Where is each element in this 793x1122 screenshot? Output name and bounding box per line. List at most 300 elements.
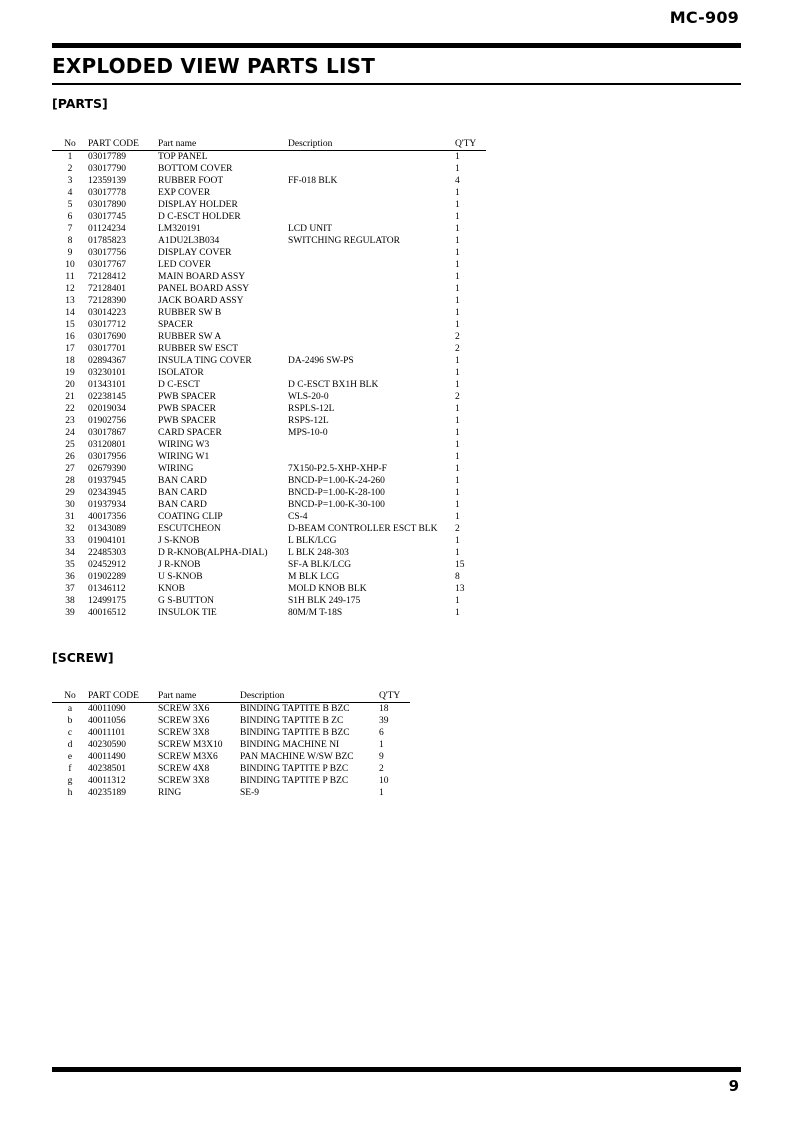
table-row bbox=[52, 343, 486, 355]
table-row bbox=[52, 595, 486, 607]
table-row bbox=[52, 451, 486, 463]
table-row bbox=[52, 391, 486, 403]
cell-part-code: 40238501 bbox=[88, 764, 126, 774]
cell-part-name: SCREW M3X6 bbox=[158, 752, 218, 762]
model-number: MC-909 bbox=[669, 8, 739, 27]
table-row bbox=[52, 763, 410, 775]
cell-no: 34 bbox=[65, 548, 75, 558]
cell-qty: 1 bbox=[455, 596, 460, 606]
cell-part-name: RUBBER SW A bbox=[158, 332, 222, 342]
cell-part-code: 40011101 bbox=[88, 728, 126, 738]
cell-no: f bbox=[68, 764, 72, 774]
cell-qty: 1 bbox=[379, 788, 384, 798]
cell-qty: 1 bbox=[455, 356, 460, 366]
cell-part-name: ISOLATOR bbox=[158, 368, 204, 378]
cell-no: e bbox=[67, 752, 73, 762]
cell-qty: 1 bbox=[455, 464, 460, 474]
cell-description bbox=[288, 283, 455, 295]
cell-qty: 1 bbox=[455, 200, 460, 210]
cell-part-code: 40011090 bbox=[88, 704, 126, 714]
cell-description bbox=[288, 199, 455, 211]
table-row bbox=[52, 511, 486, 523]
cell-part-name: SCREW 3X8 bbox=[158, 776, 210, 786]
cell-no: 39 bbox=[65, 608, 75, 618]
cell-part-code: 40016512 bbox=[88, 608, 126, 618]
table-row bbox=[52, 523, 486, 535]
cell-part-name: D R-KNOB(ALPHA-DIAL) bbox=[158, 548, 268, 558]
cell-description: LCD UNIT bbox=[288, 224, 333, 234]
cell-no: 9 bbox=[67, 248, 73, 258]
cell-no: 37 bbox=[65, 584, 75, 594]
cell-part-code: 40011312 bbox=[88, 776, 126, 786]
cell-qty: 13 bbox=[455, 584, 465, 594]
cell-part-code: 03014223 bbox=[88, 308, 126, 318]
column-header-part-name: Part name bbox=[158, 690, 240, 703]
cell-description: CS-4 bbox=[288, 512, 308, 522]
cell-part-code: 03017778 bbox=[88, 188, 126, 198]
cell-qty: 1 bbox=[455, 548, 460, 558]
cell-part-name: CARD SPACER bbox=[158, 428, 222, 438]
cell-part-name: WIRING bbox=[158, 464, 194, 474]
cell-part-name: PANEL BOARD ASSY bbox=[158, 284, 250, 294]
cell-description: SF-A BLK/LCG bbox=[288, 560, 352, 570]
table-row bbox=[52, 787, 410, 799]
cell-part-name: PWB SPACER bbox=[158, 404, 216, 414]
table-row bbox=[52, 223, 486, 235]
table-row bbox=[52, 715, 410, 727]
cell-no: 30 bbox=[65, 500, 75, 510]
cell-part-code: 03017867 bbox=[88, 428, 126, 438]
table-row bbox=[52, 703, 410, 716]
cell-no: 26 bbox=[65, 452, 75, 462]
cell-description bbox=[288, 319, 455, 331]
cell-qty: 2 bbox=[455, 392, 460, 402]
cell-qty: 9 bbox=[379, 752, 384, 762]
cell-no: 20 bbox=[65, 380, 75, 390]
cell-qty: 1 bbox=[455, 248, 460, 258]
cell-description bbox=[288, 211, 455, 223]
cell-qty: 1 bbox=[455, 164, 460, 174]
table-row bbox=[52, 463, 486, 475]
cell-qty: 1 bbox=[455, 512, 460, 522]
cell-part-name: DISPLAY COVER bbox=[158, 248, 232, 258]
column-header-qty: Q'TY bbox=[455, 138, 486, 151]
cell-part-name: G S-BUTTON bbox=[158, 596, 215, 606]
cell-part-name: DISPLAY HOLDER bbox=[158, 200, 238, 210]
column-header-description: Description bbox=[288, 138, 455, 151]
table-row bbox=[52, 175, 486, 187]
cell-qty: 1 bbox=[455, 488, 460, 498]
cell-part-name: BOTTOM COVER bbox=[158, 164, 233, 174]
cell-part-name: SCREW 4X8 bbox=[158, 764, 210, 774]
cell-no: 3 bbox=[67, 176, 73, 186]
table-row bbox=[52, 271, 486, 283]
cell-description: L BLK/LCG bbox=[288, 536, 337, 546]
cell-part-code: 01785823 bbox=[88, 236, 126, 246]
cell-part-name: JACK BOARD ASSY bbox=[158, 296, 244, 306]
cell-description: MOLD KNOB BLK bbox=[288, 584, 367, 594]
cell-part-name: RUBBER SW B bbox=[158, 308, 222, 318]
cell-qty: 2 bbox=[455, 524, 460, 534]
cell-description: 7X150-P2.5-XHP-XHP-F bbox=[288, 464, 387, 474]
cell-qty: 1 bbox=[455, 536, 460, 546]
cell-qty: 1 bbox=[455, 440, 460, 450]
table-row bbox=[52, 547, 486, 559]
cell-part-name: MAIN BOARD ASSY bbox=[158, 272, 246, 282]
column-header-part-code: PART CODE bbox=[88, 690, 158, 703]
cell-part-name: D C-ESCT HOLDER bbox=[158, 212, 241, 222]
cell-part-code: 40011490 bbox=[88, 752, 126, 762]
cell-qty: 1 bbox=[455, 152, 460, 162]
table-row bbox=[52, 247, 486, 259]
cell-no: 21 bbox=[65, 392, 75, 402]
cell-part-code: 40230590 bbox=[88, 740, 126, 750]
cell-part-name: SCREW M3X10 bbox=[158, 740, 223, 750]
cell-qty: 1 bbox=[455, 500, 460, 510]
cell-no: 19 bbox=[65, 368, 75, 378]
table-row bbox=[52, 199, 486, 211]
cell-description: RSPLS-12L bbox=[288, 404, 335, 414]
screw-heading: [SCREW] bbox=[52, 650, 114, 665]
cell-part-name: COATING CLIP bbox=[158, 512, 223, 522]
parts-heading: [PARTS] bbox=[52, 96, 108, 111]
cell-no: h bbox=[67, 788, 73, 798]
cell-description bbox=[288, 367, 455, 379]
cell-qty: 1 bbox=[455, 404, 460, 414]
cell-part-name: BAN CARD bbox=[158, 500, 207, 510]
cell-description: SWITCHING REGULATOR bbox=[288, 236, 400, 246]
cell-no: 23 bbox=[65, 416, 75, 426]
cell-part-name: BAN CARD bbox=[158, 488, 207, 498]
cell-qty: 2 bbox=[379, 764, 384, 774]
table-row bbox=[52, 427, 486, 439]
cell-part-code: 02238145 bbox=[88, 392, 126, 402]
cell-description: BNCD-P=1.00-K-24-260 bbox=[288, 476, 385, 486]
cell-no: 36 bbox=[65, 572, 75, 582]
cell-part-name: WIRING W1 bbox=[158, 452, 210, 462]
cell-no: 35 bbox=[65, 560, 75, 570]
column-header-qty: Q'TY bbox=[379, 690, 410, 703]
cell-part-code: 02452912 bbox=[88, 560, 126, 570]
cell-part-code: 02679390 bbox=[88, 464, 126, 474]
cell-description bbox=[288, 187, 455, 199]
table-row bbox=[52, 295, 486, 307]
cell-description bbox=[288, 439, 455, 451]
cell-qty: 6 bbox=[379, 728, 384, 738]
cell-qty: 1 bbox=[379, 740, 384, 750]
cell-part-code: 72128401 bbox=[88, 284, 126, 294]
table-header-row bbox=[52, 690, 410, 703]
table-row bbox=[52, 499, 486, 511]
title-rule bbox=[52, 83, 741, 85]
cell-description bbox=[288, 163, 455, 175]
cell-part-name: PWB SPACER bbox=[158, 392, 216, 402]
cell-qty: 1 bbox=[455, 428, 460, 438]
table-row bbox=[52, 187, 486, 199]
cell-part-name: EXP COVER bbox=[158, 188, 211, 198]
screw-table bbox=[52, 690, 410, 799]
table-row bbox=[52, 283, 486, 295]
table-row bbox=[52, 355, 486, 367]
table-row bbox=[52, 319, 486, 331]
cell-part-code: 03017690 bbox=[88, 332, 126, 342]
cell-qty: 1 bbox=[455, 380, 460, 390]
cell-part-name: RUBBER SW ESCT bbox=[158, 344, 239, 354]
cell-part-code: 12499175 bbox=[88, 596, 126, 606]
cell-part-code: 01346112 bbox=[88, 584, 126, 594]
cell-part-name: SCREW 3X6 bbox=[158, 716, 210, 726]
cell-description: FF-018 BLK bbox=[288, 176, 338, 186]
cell-part-code: 03120801 bbox=[88, 440, 126, 450]
cell-no: 5 bbox=[67, 200, 73, 210]
cell-qty: 15 bbox=[455, 560, 465, 570]
cell-part-name: SPACER bbox=[158, 320, 194, 330]
cell-qty: 1 bbox=[455, 284, 460, 294]
cell-part-code: 02894367 bbox=[88, 356, 126, 366]
cell-no: 22 bbox=[65, 404, 75, 414]
cell-qty: 2 bbox=[455, 332, 460, 342]
cell-description: RSPS-12L bbox=[288, 416, 329, 426]
cell-part-code: 02343945 bbox=[88, 488, 126, 498]
cell-qty: 1 bbox=[455, 188, 460, 198]
bottom-rule bbox=[52, 1067, 741, 1072]
table-row bbox=[52, 259, 486, 271]
table-row bbox=[52, 727, 410, 739]
table-row bbox=[52, 751, 410, 763]
table-row bbox=[52, 487, 486, 499]
parts-table bbox=[52, 138, 486, 619]
cell-no: 28 bbox=[65, 476, 75, 486]
cell-no: c bbox=[67, 728, 73, 738]
table-row bbox=[52, 739, 410, 751]
cell-part-code: 01124234 bbox=[88, 224, 126, 234]
cell-part-name: A1DU2L3B034 bbox=[158, 236, 220, 246]
cell-part-name: ESCUTCHEON bbox=[158, 524, 221, 534]
cell-part-name: J S-KNOB bbox=[158, 536, 200, 546]
table-row bbox=[52, 439, 486, 451]
cell-no: 4 bbox=[67, 188, 73, 198]
cell-description: BINDING TAPTITE P BZC bbox=[240, 776, 349, 786]
cell-part-name: SCREW 3X6 bbox=[158, 704, 210, 714]
cell-qty: 1 bbox=[455, 368, 460, 378]
cell-no: 33 bbox=[65, 536, 75, 546]
cell-no: 1 bbox=[67, 152, 73, 162]
cell-part-code: 40011056 bbox=[88, 716, 126, 726]
cell-no: 12 bbox=[65, 284, 75, 294]
cell-qty: 1 bbox=[455, 236, 460, 246]
table-row bbox=[52, 379, 486, 391]
top-rule bbox=[52, 43, 741, 48]
cell-no: 16 bbox=[65, 332, 75, 342]
cell-no: 25 bbox=[65, 440, 75, 450]
cell-description bbox=[288, 451, 455, 463]
page-title: EXPLODED VIEW PARTS LIST bbox=[52, 54, 376, 78]
cell-part-code: 12359139 bbox=[88, 176, 126, 186]
cell-description: MPS-10-0 bbox=[288, 428, 328, 438]
table-row bbox=[52, 211, 486, 223]
cell-no: 38 bbox=[65, 596, 75, 606]
cell-no: 18 bbox=[65, 356, 75, 366]
cell-no: 11 bbox=[65, 272, 75, 282]
cell-part-name: INSULOK TIE bbox=[158, 608, 217, 618]
cell-no: 24 bbox=[65, 428, 75, 438]
table-row bbox=[52, 583, 486, 595]
cell-description bbox=[288, 307, 455, 319]
cell-description: BINDING TAPTITE B ZC bbox=[240, 716, 344, 726]
cell-qty: 8 bbox=[455, 572, 460, 582]
cell-qty: 1 bbox=[455, 608, 460, 618]
cell-no: 2 bbox=[67, 164, 73, 174]
cell-part-name: LM320191 bbox=[158, 224, 201, 234]
cell-part-code: 03017756 bbox=[88, 248, 126, 258]
cell-no: b bbox=[67, 716, 73, 726]
cell-part-code: 03230101 bbox=[88, 368, 126, 378]
cell-qty: 39 bbox=[379, 716, 389, 726]
cell-no: 29 bbox=[65, 488, 75, 498]
cell-part-code: 01937934 bbox=[88, 500, 126, 510]
cell-part-name: LED COVER bbox=[158, 260, 212, 270]
cell-part-code: 03017890 bbox=[88, 200, 126, 210]
cell-description: DA-2496 SW-PS bbox=[288, 356, 354, 366]
cell-qty: 10 bbox=[379, 776, 389, 786]
cell-part-code: 01343089 bbox=[88, 524, 126, 534]
cell-description bbox=[288, 151, 455, 164]
table-row bbox=[52, 559, 486, 571]
cell-description: M BLK LCG bbox=[288, 572, 340, 582]
cell-description: WLS-20-0 bbox=[288, 392, 329, 402]
column-header-no: No bbox=[52, 690, 88, 703]
cell-qty: 1 bbox=[455, 212, 460, 222]
cell-part-code: 03017745 bbox=[88, 212, 126, 222]
cell-part-name: INSULA TING COVER bbox=[158, 356, 252, 366]
cell-description: BNCD-P=1.00-K-30-100 bbox=[288, 500, 385, 510]
cell-description: BINDING TAPTITE B BZC bbox=[240, 728, 350, 738]
cell-no: d bbox=[67, 740, 73, 750]
column-header-description: Description bbox=[240, 690, 379, 703]
cell-part-code: 01343101 bbox=[88, 380, 126, 390]
cell-part-name: KNOB bbox=[158, 584, 185, 594]
cell-qty: 4 bbox=[455, 176, 460, 186]
column-header-part-code: PART CODE bbox=[88, 138, 158, 151]
cell-qty: 2 bbox=[455, 344, 460, 354]
table-row bbox=[52, 607, 486, 619]
cell-description bbox=[288, 259, 455, 271]
cell-qty: 1 bbox=[455, 416, 460, 426]
column-header-no: No bbox=[52, 138, 88, 151]
cell-no: 8 bbox=[67, 236, 73, 246]
cell-description: BINDING TAPTITE B BZC bbox=[240, 704, 350, 714]
cell-description: D-BEAM CONTROLLER ESCT BLK bbox=[288, 524, 438, 534]
cell-part-code: 40017356 bbox=[88, 512, 126, 522]
table-row bbox=[52, 571, 486, 583]
cell-part-code: 01902289 bbox=[88, 572, 126, 582]
cell-no: 17 bbox=[65, 344, 75, 354]
cell-description: BINDING TAPTITE P BZC bbox=[240, 764, 349, 774]
cell-part-name: WIRING W3 bbox=[158, 440, 210, 450]
cell-part-code: 01937945 bbox=[88, 476, 126, 486]
table-row bbox=[52, 415, 486, 427]
cell-no: 10 bbox=[65, 260, 75, 270]
table-row bbox=[52, 367, 486, 379]
cell-no: 14 bbox=[65, 308, 75, 318]
cell-part-code: 03017701 bbox=[88, 344, 126, 354]
cell-part-name: RING bbox=[158, 788, 182, 798]
cell-part-name: PWB SPACER bbox=[158, 416, 216, 426]
cell-part-name: BAN CARD bbox=[158, 476, 207, 486]
table-row bbox=[52, 151, 486, 164]
cell-description bbox=[288, 271, 455, 283]
cell-part-code: 72128412 bbox=[88, 272, 126, 282]
cell-no: 15 bbox=[65, 320, 75, 330]
cell-part-code: 03017712 bbox=[88, 320, 126, 330]
table-row bbox=[52, 535, 486, 547]
cell-no: a bbox=[67, 704, 73, 714]
cell-part-code: 03017790 bbox=[88, 164, 126, 174]
cell-no: g bbox=[67, 776, 73, 786]
cell-no: 6 bbox=[67, 212, 73, 222]
cell-part-name: D C-ESCT bbox=[158, 380, 200, 390]
table-row bbox=[52, 331, 486, 343]
table-row bbox=[52, 475, 486, 487]
cell-no: 13 bbox=[65, 296, 75, 306]
cell-description: BNCD-P=1.00-K-28-100 bbox=[288, 488, 385, 498]
table-row bbox=[52, 163, 486, 175]
column-header-part-name: Part name bbox=[158, 138, 288, 151]
cell-no: 32 bbox=[65, 524, 75, 534]
cell-description bbox=[288, 295, 455, 307]
cell-qty: 1 bbox=[455, 452, 460, 462]
cell-part-name: SCREW 3X8 bbox=[158, 728, 210, 738]
cell-part-code: 40235189 bbox=[88, 788, 126, 798]
cell-part-code: 01902756 bbox=[88, 416, 126, 426]
table-row bbox=[52, 307, 486, 319]
cell-description bbox=[288, 247, 455, 259]
table-row bbox=[52, 775, 410, 787]
cell-no: 27 bbox=[65, 464, 75, 474]
cell-qty: 1 bbox=[455, 260, 460, 270]
cell-part-code: 03017789 bbox=[88, 152, 126, 162]
cell-description bbox=[288, 331, 455, 343]
table-row bbox=[52, 403, 486, 415]
cell-description: L BLK 248-303 bbox=[288, 548, 349, 558]
cell-part-code: 72128390 bbox=[88, 296, 126, 306]
cell-qty: 1 bbox=[455, 296, 460, 306]
cell-description: PAN MACHINE W/SW BZC bbox=[240, 752, 354, 762]
cell-description: 80M/M T-18S bbox=[288, 608, 343, 618]
cell-part-code: 03017956 bbox=[88, 452, 126, 462]
cell-description: SE-9 bbox=[240, 788, 259, 798]
cell-qty: 18 bbox=[379, 704, 389, 714]
cell-part-code: 22485303 bbox=[88, 548, 126, 558]
cell-qty: 1 bbox=[455, 320, 460, 330]
cell-part-code: 02019034 bbox=[88, 404, 126, 414]
cell-qty: 1 bbox=[455, 224, 460, 234]
cell-part-name: J R-KNOB bbox=[158, 560, 201, 570]
cell-qty: 1 bbox=[455, 476, 460, 486]
cell-no: 7 bbox=[67, 224, 73, 234]
cell-description: D C-ESCT BX1H BLK bbox=[288, 380, 379, 390]
cell-qty: 1 bbox=[455, 308, 460, 318]
cell-part-name: RUBBER FOOT bbox=[158, 176, 224, 186]
cell-qty: 1 bbox=[455, 272, 460, 282]
cell-part-name: U S-KNOB bbox=[158, 572, 203, 582]
cell-description bbox=[288, 343, 455, 355]
table-row bbox=[52, 235, 486, 247]
cell-part-code: 03017767 bbox=[88, 260, 126, 270]
page-number: 9 bbox=[728, 1077, 739, 1095]
cell-description: BINDING MACHINE NI bbox=[240, 740, 340, 750]
cell-part-name: TOP PANEL bbox=[158, 152, 208, 162]
